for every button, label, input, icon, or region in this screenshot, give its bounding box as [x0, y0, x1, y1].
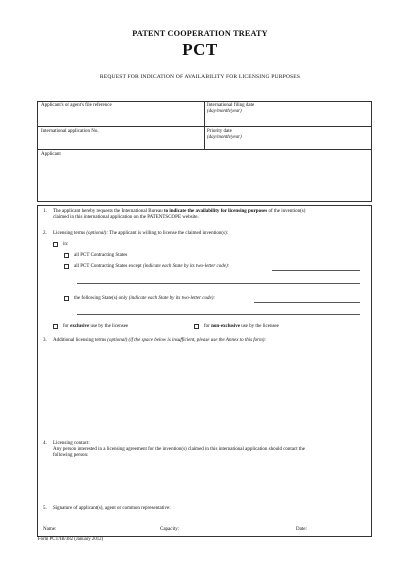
pct-acronym: PCT	[182, 40, 218, 59]
priority-date-label: Priority date	[207, 129, 232, 134]
all-states-label: all PCT Contracting States	[74, 253, 128, 258]
application-no-label: International application No.	[41, 129, 99, 134]
following-states-checkbox[interactable]	[64, 296, 69, 301]
section4-text-line1: Any person interested in a licensing agreement for the invention(s) claimed in this international application should contact the	[53, 447, 306, 452]
file-reference-label: Applicant's or agent's file reference	[41, 103, 112, 108]
section2-text: Licensing terms (optional): The applicant is willing to license the claimed invention(s):	[53, 231, 229, 236]
table-divider-row2	[37, 149, 372, 150]
filing-date-label: International filing date	[207, 103, 255, 108]
non-exclusive-checkbox[interactable]	[194, 324, 199, 329]
exclusive-checkbox[interactable]	[53, 324, 58, 329]
following-states-line[interactable]	[254, 302, 360, 303]
form-footer: Form PCT/IB/382 (January 2012)	[38, 537, 104, 542]
section5-title: Signature of applicant(s), agent or common representative:	[53, 506, 171, 511]
additional-terms-area[interactable]	[53, 348, 365, 436]
signature-capacity-label: Capacity:	[160, 527, 180, 532]
section4-title: Licensing contact:	[53, 441, 90, 446]
signature-name-label: Name:	[43, 527, 57, 532]
all-states-checkbox[interactable]	[64, 253, 69, 258]
table-divider-row1	[37, 126, 372, 127]
following-states-label: the following State(s) only (indicate each State by its two-letter code):	[74, 296, 216, 301]
section1-text-line2: claimed in this international application on the PATENTSCOPE website.	[53, 215, 199, 220]
section4-number: 4.	[43, 441, 47, 446]
section5-number: 5.	[43, 506, 47, 511]
section2-number: 2.	[43, 231, 47, 236]
all-states-except-checkbox[interactable]	[64, 264, 69, 269]
form-title: REQUEST FOR INDICATION OF AVAILABILITY FOR LICENSING PURPOSES	[99, 74, 301, 80]
all-states-except-label: all PCT Contracting States except (indicate each State by its two-letter code):	[74, 264, 230, 269]
except-states-line-2[interactable]	[77, 283, 360, 284]
licensing-contact-area[interactable]	[53, 462, 365, 500]
except-states-line[interactable]	[272, 270, 360, 271]
exclusive-label: for exclusive use by the licensee	[63, 324, 129, 329]
section1-number: 1.	[43, 209, 47, 214]
signature-date-label: Date:	[296, 527, 307, 532]
filing-date-format: (day/month/year)	[207, 109, 242, 114]
priority-date-format: (day/month/year)	[207, 135, 242, 140]
non-exclusive-label: for non-exclusive use by the licensee	[204, 324, 279, 329]
treaty-title: PATENT COOPERATION TREATY	[132, 29, 268, 38]
section1-text: The applicant hereby requests the International Bureau to indicate the availability for licensing purposes of the invention(s)	[53, 209, 306, 214]
following-states-line-2[interactable]	[77, 314, 360, 315]
section3-number: 3.	[43, 338, 47, 343]
table-divider-vertical	[204, 101, 205, 149]
applicant-label: Applicant	[41, 152, 61, 157]
in-checkbox[interactable]	[53, 242, 58, 247]
section3-text: Additional licensing terms (optional) (if the space below is insufficient, please use the Annex to this form):	[53, 338, 267, 343]
in-label: in:	[63, 242, 69, 247]
section4-text-line2: following person:	[53, 453, 89, 458]
